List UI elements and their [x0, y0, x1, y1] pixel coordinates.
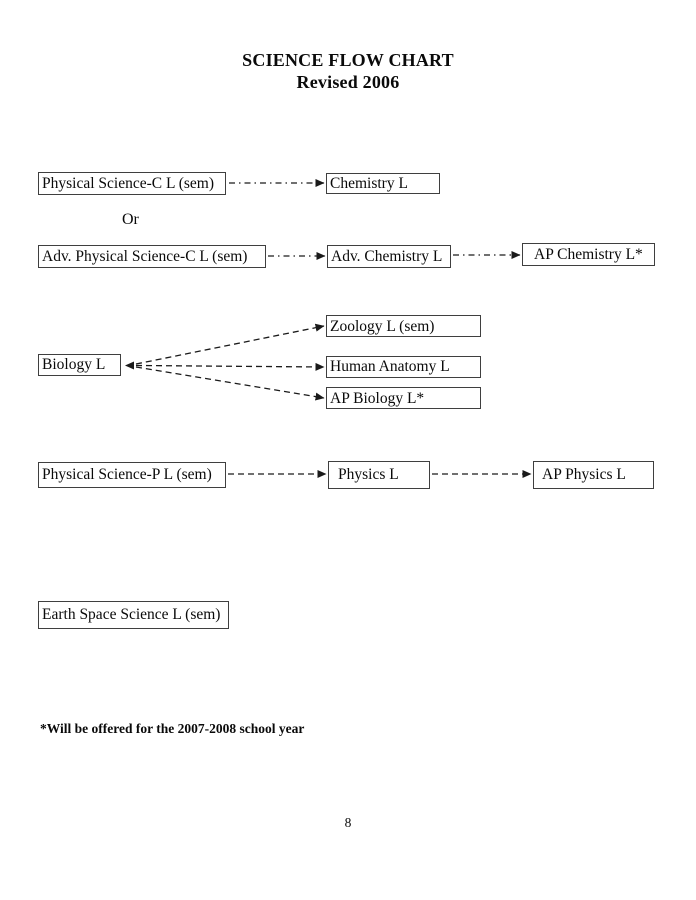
node-label: AP Chemistry L* [534, 245, 643, 263]
node-label: Physical Science-C L (sem) [42, 174, 215, 192]
node-physical-science-c [38, 172, 226, 195]
node-physical-science-p [38, 462, 226, 488]
node-biology [38, 354, 121, 376]
page-title-line2: Revised 2006 [296, 72, 400, 92]
node-label: Zoology L (sem) [330, 318, 435, 335]
edge-biology-to-ap-biology [136, 367, 324, 398]
node-label: AP Physics L [542, 466, 626, 483]
node-ap-chemistry [522, 243, 655, 266]
node-label: Earth Space Science L (sem) [42, 606, 221, 623]
page-title [0, 49, 696, 93]
node-physics [328, 461, 430, 489]
node-label: Physics L [338, 466, 399, 483]
node-human-anatomy [326, 356, 481, 378]
edge-biology-to-human-anatomy [136, 366, 324, 368]
node-label: Adv. Physical Science-C L (sem) [42, 247, 248, 265]
node-label: Human Anatomy L [330, 358, 450, 375]
footnote-text: *Will be offered for the 2007-2008 school year [40, 721, 305, 736]
node-chemistry [326, 173, 440, 194]
node-label: Chemistry L [330, 174, 408, 192]
node-ap-biology [326, 387, 481, 409]
page-title-line1: SCIENCE FLOW CHART [242, 50, 454, 70]
or-connector-label: Or [122, 211, 139, 228]
edge-biology-to-zoology [136, 326, 324, 364]
node-label: AP Biology L* [330, 390, 425, 407]
node-adv-physical-science-c [38, 245, 266, 268]
edge-fan-back-arrowhead [125, 362, 134, 370]
node-zoology [326, 315, 481, 337]
page-number: 8 [344, 815, 352, 830]
node-adv-chemistry [327, 245, 451, 268]
node-label: Physical Science-P L (sem) [42, 466, 212, 483]
node-label: Adv. Chemistry L [331, 247, 443, 265]
node-ap-physics [533, 461, 654, 489]
node-label: Biology L [42, 356, 106, 373]
node-earth-space-science [38, 601, 229, 629]
